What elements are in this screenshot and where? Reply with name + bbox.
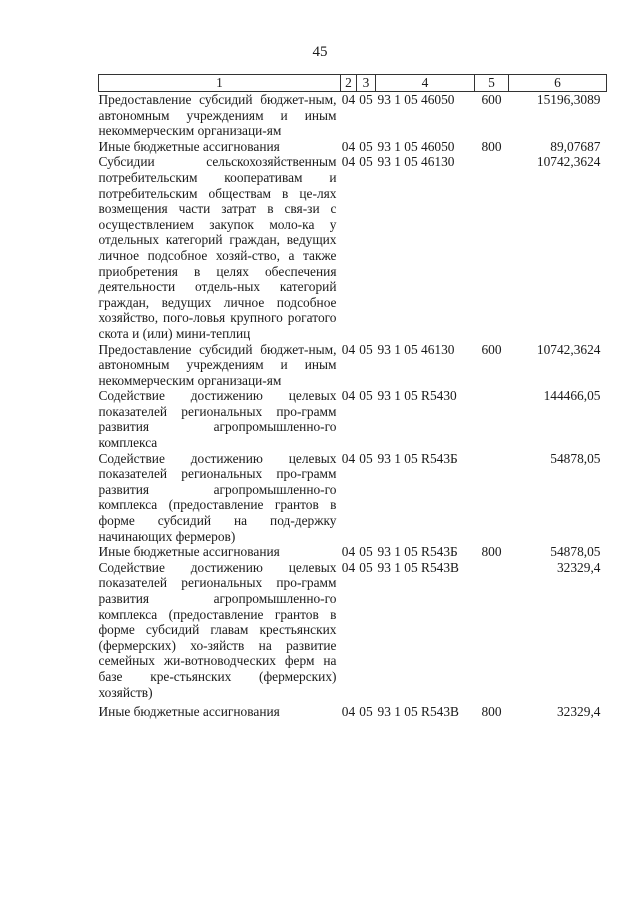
row-subsection: 05 <box>359 92 373 107</box>
row-section: 04 <box>341 341 356 357</box>
budget-table <box>98 74 607 720</box>
table-row <box>99 388 607 450</box>
row-section: 04 <box>341 450 356 466</box>
row-name: Предоставление субсидий бюджет-ным, автономным учреждениям и иным некоммерческим организаци-ям <box>98 341 337 388</box>
row-name: Содействие достижению целевых показателей региональных про-грамм развития агропромышленно-го комплекса (предоставление грантов в форме субсидий главам крестьянских (фермерских) хо-зяйств на развитие семейных жи-вотноводческих ферм на базе кре-стьянских (фермерских) хозяйств) <box>98 559 337 700</box>
header-col-4: 4 <box>376 75 475 92</box>
row-target-article: 93 1 05 R543Б <box>377 450 458 466</box>
row-amount: 15196,3089 <box>536 92 601 107</box>
row-target-article: 93 1 05 46050 <box>377 138 455 154</box>
table-row <box>99 700 607 720</box>
row-subsection: 05 <box>359 704 373 720</box>
header-col-1: 1 <box>99 75 341 92</box>
row-expense-type: 800 <box>481 544 502 560</box>
row-subsection: 05 <box>359 559 373 575</box>
table-row <box>99 139 607 155</box>
row-subsection: 05 <box>359 154 373 170</box>
row-target-article: 93 1 05 46130 <box>377 154 455 170</box>
page-number: 45 <box>312 44 328 60</box>
row-expense-type: 600 <box>481 341 502 357</box>
row-target-article: 93 1 05 R543В <box>377 704 459 720</box>
table-row <box>99 451 607 545</box>
row-section: 04 <box>341 154 356 170</box>
table-row <box>99 560 607 700</box>
row-subsection: 05 <box>359 450 373 466</box>
row-target-article: 93 1 05 R5430 <box>377 388 457 404</box>
row-section: 04 <box>341 559 356 575</box>
row-target-article: 93 1 05 R543Б <box>377 544 458 560</box>
table-row <box>99 154 607 341</box>
row-amount: 10742,3624 <box>536 154 601 170</box>
row-subsection: 05 <box>359 341 373 357</box>
header-col-5: 5 <box>475 75 509 92</box>
row-section: 04 <box>341 92 356 107</box>
header-row <box>99 75 607 92</box>
row-amount: 32329,4 <box>556 559 601 575</box>
row-expense-type <box>475 388 509 450</box>
row-target-article: 93 1 05 R543В <box>377 559 459 575</box>
row-name: Предоставление субсидий бюджет-ным, автономным учреждениям и иным некоммерческим организаци-ям <box>98 92 337 139</box>
row-name: Содействие достижению целевых показателей региональных про-грамм развития агропромышленно-го комплекса (предоставление грантов в форме субсидий на под-держку начинающих фермеров) <box>98 450 337 544</box>
row-subsection: 05 <box>359 388 373 404</box>
row-name: Иные бюджетные ассигнования <box>98 544 280 560</box>
header-col-2: 2 <box>341 75 357 92</box>
row-name: Содействие достижению целевых показателей региональных про-грамм развития агропромышленно-го комплекса <box>98 388 337 451</box>
row-amount: 89,07687 <box>550 138 601 154</box>
row-amount: 32329,4 <box>556 704 601 720</box>
row-section: 04 <box>341 544 356 560</box>
row-expense-type: 800 <box>481 138 502 154</box>
table-row <box>99 342 607 389</box>
table-row <box>99 544 607 560</box>
row-target-article: 93 1 05 46050 <box>377 92 455 107</box>
table-row <box>99 92 607 139</box>
row-name: Иные бюджетные ассигнования <box>98 704 280 720</box>
row-expense-type <box>475 451 509 545</box>
row-subsection: 05 <box>359 544 373 560</box>
row-amount: 10742,3624 <box>536 341 601 357</box>
row-name: Иные бюджетные ассигнования <box>98 138 280 154</box>
table-body <box>99 92 607 720</box>
table-header <box>99 75 607 92</box>
row-expense-type: 800 <box>481 704 502 720</box>
row-amount: 144466,05 <box>543 388 601 404</box>
row-target-article: 93 1 05 46130 <box>377 341 455 357</box>
budget-table-container <box>98 74 606 720</box>
row-section: 04 <box>341 138 356 154</box>
row-amount: 54878,05 <box>550 450 601 466</box>
row-expense-type: 600 <box>481 92 502 107</box>
row-name: Субсидии сельскохозяйственным потребительским кооперативам и потребительским обществам в це-лях возмещения части затрат в свя-зи с осуществлением закупок моло-ка у отдельных категорий граждан, ведущих личное подсобное хозяй-ство, а также приобретения в целях обеспечения деятельности отдель-ных категорий граждан, ведущих личное подсобное хозяйство, пого-ловья крупного рогатого скота и (или) мини-теплиц <box>98 154 337 341</box>
row-expense-type <box>475 154 509 341</box>
row-amount: 54878,05 <box>550 544 601 560</box>
header-col-3: 3 <box>357 75 376 92</box>
header-col-6: 6 <box>509 75 607 92</box>
row-subsection: 05 <box>359 138 373 154</box>
row-section: 04 <box>341 704 356 720</box>
row-section: 04 <box>341 388 356 404</box>
row-expense-type <box>475 560 509 700</box>
